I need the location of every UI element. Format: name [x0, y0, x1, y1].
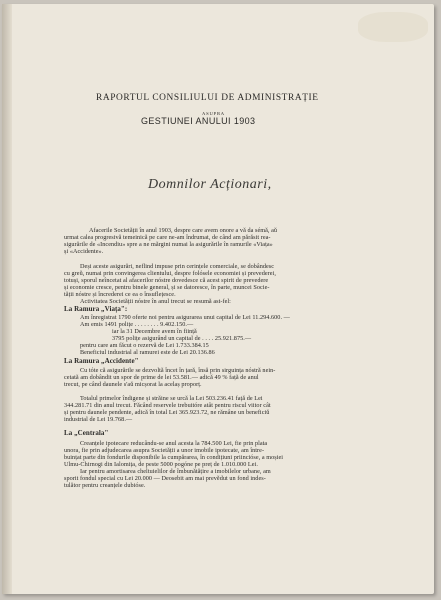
text-line: și pentru daunele pendente, adică în total Lei 365.923.72, ne rămâne un beneficiŭ — [64, 409, 270, 416]
report-year-title: GESTIUNEI ANULUI 1903 — [141, 116, 256, 126]
paper-stain — [358, 12, 428, 42]
text-line: tulător pentru creanțele dubióse. — [64, 482, 146, 489]
text-line: Beneficiul industrial al ramurei este de Lei 20.136.86 — [80, 349, 215, 356]
text-line: Am înregistrat 1790 oferte noi pentru asigurarea unui capital de Lei 11.294.600. — — [80, 314, 290, 321]
document-page — [2, 4, 434, 594]
text-line: totuși, sporul neîncetat al afacerilor nóstre dovedesce că acest spirit de prevedere — [64, 277, 269, 284]
text-line: 344.281.71 din anul trecut. Făcând reservele trebuitóre atât pentru riscul viitor cât — [64, 402, 271, 409]
text-line: cu greŭ, numai prin convingerea clientului, despre folósele economiei și prevederei, — [64, 270, 276, 277]
text-line: Deși aceste asigurări, neflind impuse prin cerințele comerciale, se dobândesc — [80, 263, 275, 270]
text-line: Afacerile Societății în anul 1903, despre care avem onore a vă da sémă, aŭ — [89, 227, 278, 234]
text-line: iar la 31 Decembre avem în ființă — [112, 328, 197, 335]
text-line: Cu tóte că asigurările se dezvoltă încet în țară, însă prin sirguința nóstră nein- — [80, 367, 276, 374]
text-line: sigurările de «Incendiu» spre a ne mărgini numai la asigurările în ramurile «Viața» — [64, 241, 273, 248]
text-line: Creanțele ipotecare reducându-se anul acesta la 784.500 Lei, fie prin plata — [80, 440, 268, 447]
text-line: Iar pentru amortisarea cheltuielilor de îmbunătățire a imobilelor urbane, am — [80, 468, 271, 475]
text-line: 3795 polițe asigurând un capital de . . . . 25.921.875.— — [112, 335, 252, 342]
text-line: Activitatea Societății nóstre în anul trecut se resumă ast-fel: — [80, 298, 231, 305]
paper-edge — [2, 4, 12, 594]
section-heading-accidente: La Ramura „Accidente" — [64, 357, 139, 365]
text-line: tății nóstre și încrederei ce ea o însuflețesce. — [64, 291, 176, 298]
report-title: RAPORTUL CONSILIULUI DE ADMINISTRAȚIE — [96, 93, 319, 103]
text-line: Am emis 1491 polițe . . . . . . . . 9.402.150.— — [80, 321, 194, 328]
text-line: și economie cresce, pentru binele general, și se datoresce, în parte, muncei Socie- — [64, 284, 270, 291]
text-line: cetată am dobândit un spor de prime de lei 53.581.— adică 49 % față de anul — [64, 374, 259, 381]
text-line: urmat calea progresivă temeinică pe care ne-am îndrumat, de când am părăsit rea- — [64, 234, 271, 241]
text-line: sporit fondul special cu Lei 20.000 — Deosebit am mai prevĕdut un fond indes- — [64, 475, 266, 482]
text-line: Totalul primelor îndigene și străine se urcă la Lei 503.236.41 față de Lei — [80, 395, 263, 402]
text-line: Ulmu-Chirnogi din Ialomița, de peste 5000 pogóne pe preț de 1.010.000 Lei. — [64, 461, 258, 468]
text-line: industrial de Lei 19.768.— — [64, 416, 133, 423]
section-heading-viata: La Ramura „Viața": — [64, 305, 128, 313]
greeting: Domnilor Acționari, — [148, 177, 272, 192]
text-line: trecut, pe când daunele s'aŭ micșorat la acelaș proporț. — [64, 381, 202, 388]
text-line: unora, fie prin adjudecarea asupra Societății a unor imobile ipotecate, am între- — [64, 447, 265, 454]
report-subtitle: ASUPRA — [202, 111, 225, 116]
text-line: și «Accidente». — [64, 248, 104, 255]
section-heading-centrala: La „Centrala" — [64, 429, 109, 437]
text-line: buințat parte din fondurile disponibile la cumpărarea, în condițiuni priincióse, a moșiei — [64, 454, 284, 461]
text-line: pentru care am făcut o rezervă de Lei 1.733.384.15 — [80, 342, 209, 349]
